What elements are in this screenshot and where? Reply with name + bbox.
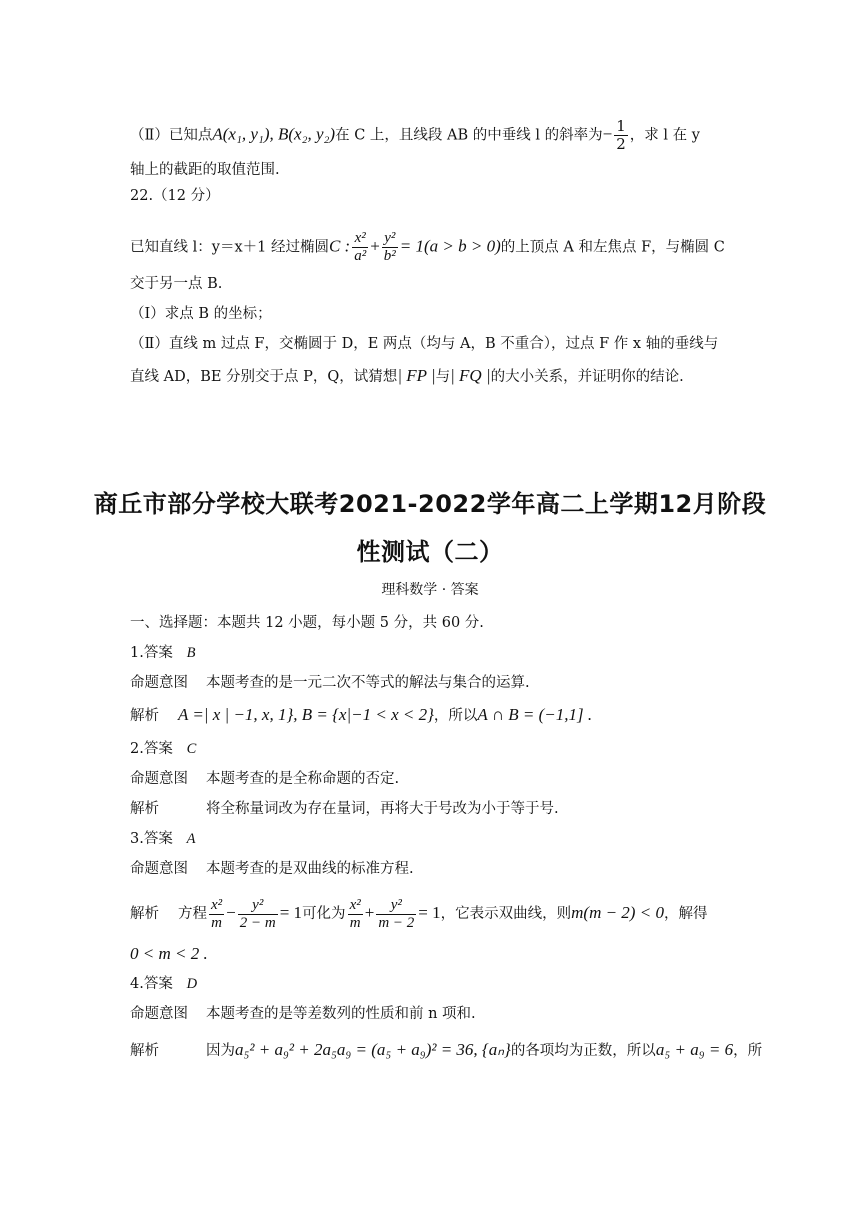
q22-stem-line1: 已知直线 l：y＝x＋1 经过椭圆C : $\frac{\text{x²}}{\text{a²}}$ + $\frac{\text{y²}}{\text{b²}}$ = 1(a > b > 0)的上顶点 A 和左焦点 F，与椭圆 C [130, 230, 725, 264]
q22-part1: （Ⅰ）求点 B 的坐标； [130, 306, 272, 322]
q21-slope-sign: − [602, 124, 613, 144]
q21-points-math: A(x₁, y₁), B(x₂, y₂) [212, 124, 336, 144]
section-heading: 一、选择题：本题共 12 小题，每小题 5 分，共 60 分. [130, 615, 484, 631]
q21-slope-fraction: $\frac{1}{2}$ [616, 117, 626, 153]
q22-number: 22.（12 分） [130, 188, 220, 204]
q21-part2-mid: 在 C 上，且线段 AB 的中垂线 l 的斜率为 [335, 127, 603, 144]
q22-fq: | FQ | [450, 366, 491, 385]
answer-2-label: 2.答案 C [130, 741, 197, 757]
page-title-line2: 性测试（二） [356, 538, 504, 566]
q21-part2-suffix: ，求 l 在 y [629, 127, 700, 144]
q22-stem-line2: 交于另一点 B. [130, 276, 223, 292]
answer-2-intent: 命题意图 本题考查的是全称命题的否定. [130, 771, 400, 787]
answer-1-label: 1.答案 B [130, 645, 196, 661]
answer-2-analysis: 解析 将全称量词改为存在量词，再将大于号改为小于等于号. [130, 801, 559, 817]
answer-3-intent: 命题意图 本题考查的是双曲线的标准方程. [130, 861, 414, 877]
q22-part2-line2: 直线 AD，BE 分别交于点 P，Q，试猜想| FP |与| FQ |的大小关系，并证明你的结论. [130, 366, 684, 385]
q22-frac-y: $\frac{\text{y²}}{\text{b²}}$ [383, 230, 396, 264]
answer-3-analysis: 解析 方程 $\frac{\text{x²}}{m}$ − $\frac{\text{y²}}{2 - m}$ = 1可化为 $\frac{\text{x²}}{m}$ + $\frac{\text{y²}}{m - 2}$ = 1，它表示双曲线，则m(m − 2) < 0，解得 [130, 896, 708, 931]
answer-3-label: 3.答案 A [130, 831, 196, 847]
answer-1-analysis: 解析 A =| x | −1, x, 1}, B = {x|−1 < x < 2}，所以A ∩ B = (−1,1] . [130, 705, 593, 724]
q21-part2-line2: 轴上的截距的取值范围. [130, 162, 280, 178]
q21-part2-line1 [130, 118, 700, 153]
answer-3-result: 0 < m < 2 . [130, 944, 208, 963]
answer-1-intent: 命题意图 本题考查的是一元二次不等式的解法与集合的运算. [130, 675, 530, 691]
answer-4-analysis: 解析 因为a₅² + a₉² + 2a₅a₉ = (a₅ + a₉)² = 36, {aₙ}的各项均为正数，所以a₅ + a₉ = 6，所 [130, 1040, 763, 1059]
q22-ellipse-rest: = 1(a > b > 0) [399, 236, 501, 256]
q21-part2-prefix: （Ⅱ）已知点 [130, 127, 213, 144]
page-subtitle: 理科数学 · 答案 [381, 582, 479, 598]
answer-4-intent: 命题意图 本题考查的是等差数列的性质和前 n 项和. [130, 1006, 476, 1022]
answer-4-label: 4.答案 D [130, 976, 198, 992]
page-title-line1: 商丘市部分学校大联考2021-2022学年高二上学期12月阶段 [93, 490, 767, 518]
q22-part2-line1: （Ⅱ）直线 m 过点 F，交椭圆于 D，E 两点（均与 A，B 不重合），过点 F 作 x 轴的垂线与 [130, 336, 719, 352]
q22-ellipse-c: C : [328, 236, 351, 256]
q22-fp: | FP | [397, 366, 436, 385]
q22-frac-x: $\frac{\text{x²}}{\text{a²}}$ [354, 230, 367, 264]
